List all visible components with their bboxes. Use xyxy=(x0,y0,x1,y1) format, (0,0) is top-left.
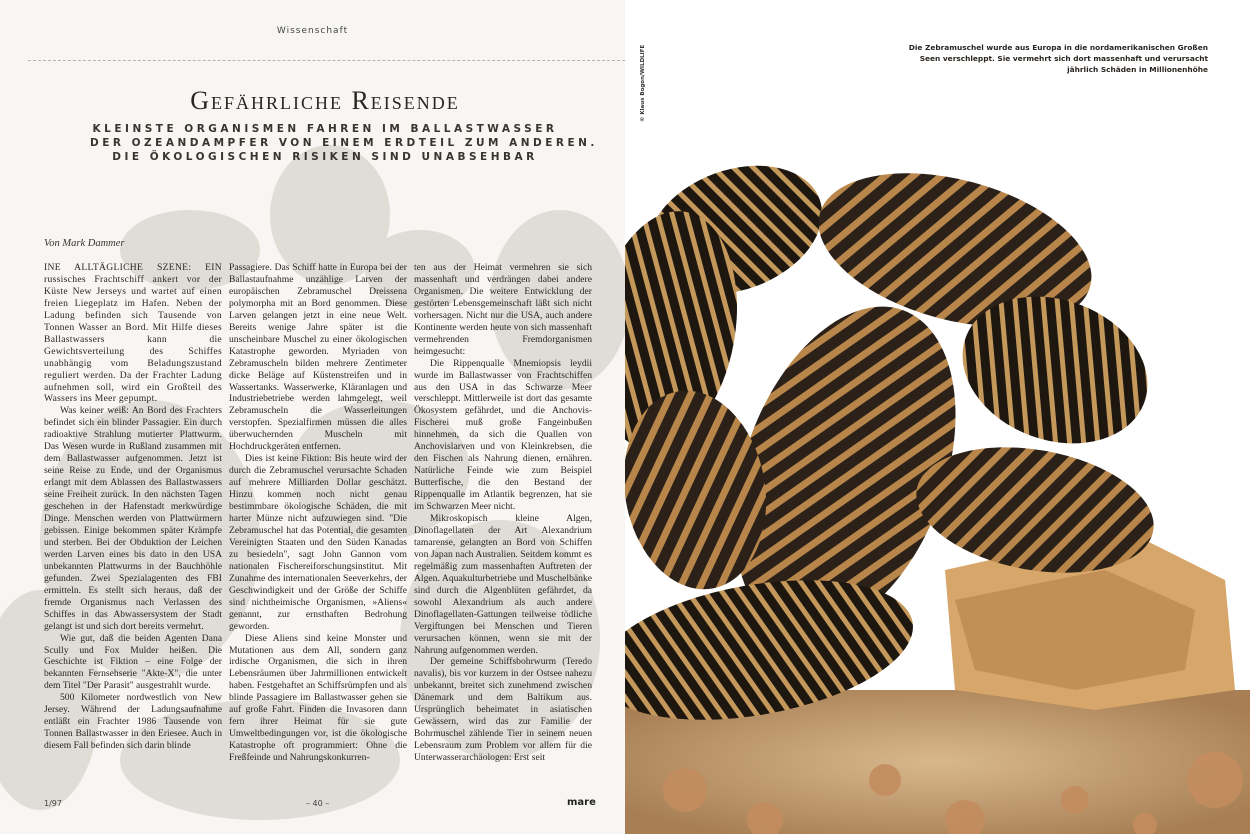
photo-credit xyxy=(633,40,646,130)
paragraph: Passagiere. Das Schiff hatte in Europa bei der Ballastaufnahme unzählige Larven der europäischen Zebramuschel Dreissena polymorpha mit an Bord genommen. Diese Larven gelangen jetzt in eine neue Welt. Bereits wenige Jahre später ist die unscheinbare Muschel zu einer ökologischen Katastrophe geworden. Myriaden von Zebramuscheln bilden mehrere Zentimeter dicke Beläge auf Küstenstreifen und in Wassertanks. Wasserwerke, Kläranlagen und Industriebetriebe werden lahmgelegt, weil Zebramuscheln die Wasserleitungen verstopfen. Spezialfirmen müssen die alles überwuchernden Muscheln mit Hochdruckgeräten entfernen. xyxy=(229,262,407,453)
text-column-1 xyxy=(44,262,222,752)
right-page xyxy=(625,0,1250,834)
zebra-mussel-photo xyxy=(625,130,1250,834)
paragraph: Dies ist keine Fiktion: Bis heute wird der durch die Zebramuschel verursachte Schaden auf mehrere Milliarden Dollar geschätzt. Hinzu kommen noch nicht genau bestimmbare ökologische Schäden, die mit harter Münze nicht aufzuwiegen sind. "Die Zebramuschel hat das Potential, die gesamten Vereinigten Staaten und den Süden Kanadas zu besiedeln", sagt John Gannon vom nationalen Fischereiforschungsinstitut. Mit Zunahme des internationalen Seeverkehrs, der Geschwindigkeit und der Größe der Schiffe sind nichtheimische Organismen, »Aliens« genannt, zur ernsthaften Bedrohung geworden. xyxy=(229,453,407,632)
paragraph: Die Rippenqualle Mnemiopsis leydii wurde im Ballastwasser von Frachtschiffen aus den USA in das Schwarze Meer verschleppt. Mittlerweile ist dort das gesamte Ökosystem gefährdet, und die Anchovis-Fischerei muß große Fangeinbußen hinnehmen, da sich die Quallen von Anchovislarven und von Kleinkrebsen, die den Fischen als Nahrung dienen, ernähren. Natürliche Feinde wie zum Beispiel Butterfische, die den Bestand der Rippenqualle im Atlantik begrenzen, hat sie im Schwarzen Meer nicht. xyxy=(414,357,592,513)
photo-credit-text: © Klaus Bogon/WILDLIFE xyxy=(640,44,646,122)
magazine-logo: mare xyxy=(567,797,596,808)
section-rubric: Wissenschaft xyxy=(276,26,349,36)
photo-caption: Die Zebramuschel wurde aus Europa in die nordamerikanischen Großen Seen verschleppt. Sie vermehrt sich dort massenhaft und verursacht jährlich Schäden in Millionenhöhe xyxy=(908,43,1208,74)
paragraph: INE ALLTÄGLICHE SZENE: EIN russisches Frachtschiff ankert vor der Küste New Jerseys und wartet auf einen freien Liegeplatz im Hafen. Neben der Ladung befinden sich Tausende von Tonnen Wasser an Bord. Mit Hilfe dieses Ballastwassers kann die Gewichtsverteilung des Schiffes unabhängig vom Beladungszustand reguliert werden. Da der Frachter Ladung aufnehmen soll, wird ein Großteil des Wassers ins Meer gepumpt. xyxy=(44,262,222,405)
paragraph: 500 Kilometer nordwestlich von New Jersey. Während der Ladungsaufnahme entläßt ein Frachter 1986 Tausende von Tonnen Ballastwasser in den Eriesee. Auch in diesem Fall befinden sich darin blinde xyxy=(44,692,222,752)
text-column-2 xyxy=(229,262,407,764)
paragraph: Was keiner weiß: An Bord des Frachters befindet sich ein blinder Passagier. Ein durch radioaktive Strahlung mutierter Plattwurm. Das Wesen wurde in Rußland zusammen mit dem Ballastwasser aufgenommen. Jetzt ist seine Reise zu Ende, und der Organismus erlangt mit dem Ablassen des Ballastwassers seine Freiheit zurück. In den nächsten Tagen geschehen in der Hafenstadt merkwürdige Dinge. Menschen werden von Plattwürmern gebissen. Einige bekommen später Krämpfe und sterben. Bei der Obduktion der Leichen werden Larven eines bis dato in den USA unbekannten Plattwurms in der Bauchhöhle gefunden. Zwei Spezialagenten des FBI ermitteln. Es stellt sich heraus, daß der fremde Organismus nach Verlassen des Schiffes in das Abwassersystem der Stadt gelangt ist und sich dort bereits vermehrt. xyxy=(44,405,222,632)
page-number: – 40 – xyxy=(306,799,330,808)
deck-line: DER OZEANDAMPFER VON EINEM ERDTEIL ZUM ANDEREN. xyxy=(90,137,598,149)
issue-number: 1/97 xyxy=(44,799,62,808)
byline: Von Mark Dammer xyxy=(44,238,125,249)
paragraph: ten aus der Heimat vermehren sie sich massenhaft und verdrängen dabei andere Organismen. Die weitere Entwicklung der gestörten Lebensgemeinschaft läßt sich nicht vorhersagen. Nicht nur die USA, auch andere Kontinente werden heute von sich massenhaft vermehrenden Fremdorganismen heimgesucht: xyxy=(414,262,592,357)
deck-line: DIE ÖKOLOGISCHEN RISIKEN SIND UNABSEHBAR xyxy=(112,151,538,163)
article-headline: Gefährliche Reisende xyxy=(190,86,460,115)
deck-line: KLEINSTE ORGANISMEN FAHREN IM BALLASTWASSER xyxy=(92,123,558,135)
paragraph: Diese Aliens sind keine Monster und Mutationen aus dem All, sondern ganz irdische Organismen, die sich in ihren Lebensräumen über Jahrmillionen entwickelt haben. Festgehaftet an Schiffsrümpfen und als blinde Passagiere im Ballastwasser gehen sie auf große Fahrt. Finden die Invasoren dann fern ihrer Heimat für sie gute Umweltbedingungen vor, ist die ökologische Katastrophe oft programmiert: Ohne die Freßfeinde und Nahrungskonkurren- xyxy=(229,632,407,764)
paragraph: Wie gut, daß die beiden Agenten Dana Scully und Fox Mulder heißen. Die Geschichte ist Fiktion – eine Folge der bekannten Fernsehserie "Akte-X", die unter dem Titel "Der Parasit" ausgestrahlt wurde. xyxy=(44,632,222,692)
paragraph: Mikroskopisch kleine Algen, Dinoflagellaten der Art Alexandrium tamarense, gelangten an Bord von Schiffen von Japan nach Australien. Seitdem kommt es regelmäßig zum massenhaften Auftreten der Algen. Aquakulturbetriebe und Muschelbänke sind durch die Algenblüten gefährdet, da sowohl Alexandrium als auch andere Dinoflagellaten-Gattungen teilweise tödliche Vergiftungen bei Menschen und Tieren verursachen können, wenn sie mit der Nahrung aufgenommen werden. xyxy=(414,513,592,656)
article-deck xyxy=(90,122,598,164)
header-rule xyxy=(28,60,625,61)
paragraph: Der gemeine Schiffsbohrwurm (Teredo navalis), bis vor kurzem in der Ostsee nahezu unbekannt, breitet sich zunehmend zwischen Dänemark und dem Baltikum aus. Ursprünglich beheimatet in asiatischen Gewässern, wird das zur Familie der Bohrmuschel zählende Tier in seinem neuen Lebensraum zum Problem vor allem für die Unterwasserarchäologen: Erst seit xyxy=(414,656,592,764)
text-column-3 xyxy=(414,262,592,764)
